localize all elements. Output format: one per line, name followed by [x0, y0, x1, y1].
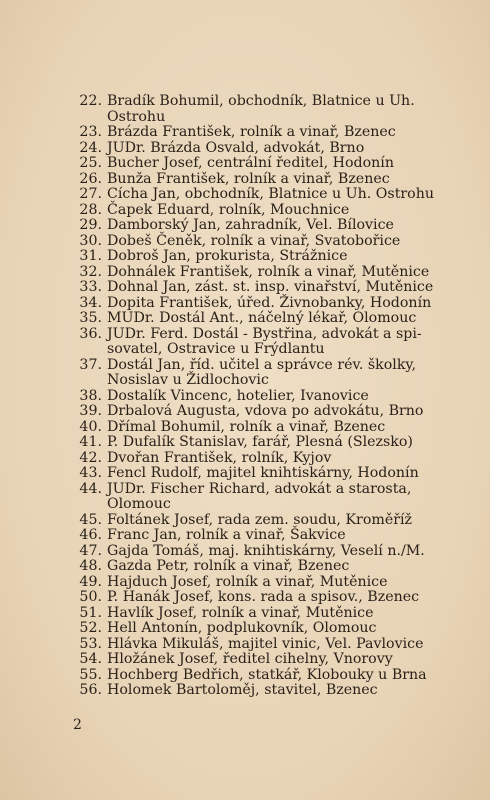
- list-item: [72, 513, 472, 529]
- list-item: [72, 559, 472, 575]
- entry-text: Fencl Rudolf, majitel knihtiskárny, Hodonín: [107, 465, 419, 481]
- member-list: [72, 94, 472, 699]
- entry-text: Hell Antonín, podplukovník, Olomouc: [107, 620, 377, 636]
- entry-text: P. Hanák Josef, kons. rada a spisov., Bzenec: [107, 589, 420, 605]
- entry-text: Dohnálek František, rolník a vinař, Mutěnice: [107, 263, 430, 280]
- list-item: [72, 172, 472, 188]
- entry-text: Hlávka Mikuláš, majitel vinic, Vel. Pavlovice: [107, 635, 424, 652]
- entry-number: 53.: [79, 635, 102, 652]
- entry-number: 52.: [79, 620, 102, 636]
- entry-continuation: Ostrohu: [107, 108, 166, 125]
- list-item: [72, 575, 472, 591]
- list-item: [72, 265, 472, 281]
- list-item: [72, 125, 472, 141]
- entry-text: JUDr. Fischer Richard, advokát a starosta,: [107, 480, 412, 497]
- entry-text: Gajda Tomáš, maj. knihtiskárny, Veselí n./M.: [107, 542, 425, 559]
- list-item: [72, 528, 472, 544]
- list-item: [72, 249, 472, 265]
- entry-text: Dobeš Čeněk, rolník a vinař, Svatobořice: [107, 232, 401, 249]
- entry-text: Drbalová Augusta, vdova po advokátu, Brno: [107, 403, 424, 419]
- list-item: [72, 435, 472, 451]
- list-item: [72, 280, 472, 296]
- entry-number: 44.: [79, 480, 102, 497]
- entry-text: Hložánek Josef, ředitel cihelny, Vnorovy: [107, 651, 393, 667]
- entry-text: Damborský Jan, zahradník, Vel. Bílovice: [107, 217, 394, 233]
- entry-number: 45.: [79, 511, 102, 528]
- list-item: [72, 404, 472, 420]
- entry-number: 26.: [79, 170, 102, 187]
- entry-text: JUDr. Brázda Osvald, advokát, Brno: [107, 139, 365, 156]
- entry-text: Hajduch Josef, rolník a vinař, Mutěnice: [107, 573, 388, 590]
- entry-text: P. Dufalík Stanislav, farář, Plesná (Slezsko): [107, 434, 413, 450]
- entry-text: Cícha Jan, obchodník, Blatnice u Uh. Ostrohu: [107, 186, 434, 202]
- entry-number: 41.: [79, 434, 102, 450]
- entry-number: 47.: [79, 542, 102, 559]
- entry-number: 33.: [79, 279, 102, 295]
- list-item: [72, 141, 472, 157]
- list-item: [72, 327, 472, 343]
- list-item: [72, 389, 472, 405]
- entry-number: 29.: [79, 217, 102, 233]
- entry-text: Havlík Josef, rolník a vinař, Mutěnice: [107, 604, 374, 621]
- list-item: [72, 606, 472, 622]
- entry-number: 34.: [79, 294, 102, 311]
- list-item: [72, 637, 472, 653]
- entry-number: 35.: [79, 310, 102, 326]
- entry-text: Dostalík Vincenc, hotelier, Ivanovice: [107, 387, 369, 404]
- entry-text: Bradík Bohumil, obchodník, Blatnice u Uh.: [107, 93, 415, 109]
- list-item: [72, 544, 472, 560]
- list-item: [72, 420, 472, 436]
- entry-text: JUDr. Ferd. Dostál - Bystřina, advokát a spi-: [107, 325, 422, 342]
- list-item: [72, 94, 472, 110]
- entry-text: Dvořan František, rolník, Kyjov: [107, 449, 332, 466]
- entry-number: 40.: [79, 418, 102, 435]
- entry-number: 46.: [79, 527, 102, 543]
- entry-number: 49.: [79, 573, 102, 590]
- entry-text: Brázda František, rolník a vinař, Bzenec: [107, 124, 396, 140]
- entry-continuation: sovatel, Ostravice u Frýdlantu: [107, 341, 325, 357]
- entry-number: 28.: [79, 201, 102, 218]
- entry-number: 42.: [79, 449, 102, 466]
- entry-text: Dřímal Bohumil, rolník a vinař, Bzenec: [107, 418, 386, 435]
- list-item: [72, 358, 472, 374]
- entry-number: 38.: [79, 387, 102, 404]
- entry-continuation: Nosislav u Židlochovic: [107, 372, 269, 388]
- entry-continuation: Olomouc: [107, 496, 171, 512]
- entry-number: 25.: [79, 155, 102, 171]
- entry-text: Dohnal Jan, zást. st. insp. vinařství, Mutěnice: [107, 279, 434, 295]
- entry-text: Holomek Bartoloměj, stavitel, Bzenec: [107, 682, 378, 698]
- page-number: 2: [73, 717, 82, 733]
- entry-number: 54.: [79, 651, 102, 667]
- list-item: [72, 590, 472, 606]
- entry-text: Franc Jan, rolník a vinař, Šakvice: [107, 527, 346, 543]
- entry-number: 56.: [79, 682, 102, 698]
- entry-number: 32.: [79, 263, 102, 280]
- entry-number: 24.: [79, 139, 102, 156]
- list-item: [72, 621, 472, 637]
- list-item: [72, 296, 472, 312]
- list-item: [72, 156, 472, 172]
- entry-number: 23.: [79, 124, 102, 140]
- list-item: [72, 203, 472, 219]
- entry-number: 31.: [79, 248, 102, 264]
- entry-number: 48.: [79, 558, 102, 574]
- entry-number: 22.: [79, 93, 102, 109]
- entry-number: 50.: [79, 589, 102, 605]
- entry-text: Dostál Jan, říd. učitel a správce rév. školky,: [107, 356, 417, 373]
- entry-number: 39.: [79, 403, 102, 419]
- list-item: [72, 451, 472, 467]
- list-item: [72, 668, 472, 684]
- list-item: [72, 187, 472, 203]
- list-item: [72, 652, 472, 668]
- entry-text: Čapek Eduard, rolník, Mouchnice: [107, 201, 350, 218]
- entry-text: Gazda Petr, rolník a vinař, Bzenec: [107, 558, 350, 574]
- list-item: [72, 218, 472, 234]
- list-item: [72, 311, 472, 327]
- entry-text: Hochberg Bedřich, statkář, Klobouky u Brna: [107, 666, 427, 683]
- entry-number: 51.: [79, 604, 102, 621]
- entry-number: 55.: [79, 666, 102, 683]
- entry-text: Bunža František, rolník a vinař, Bzenec: [107, 170, 390, 187]
- entry-text: MUDr. Dostál Ant., náčelný lékař, Olomouc: [107, 310, 417, 326]
- list-item: [72, 683, 472, 699]
- entry-number: 27.: [79, 186, 102, 202]
- entry-text: Dopita František, úřed. Živnobanky, Hodonín: [107, 294, 432, 311]
- list-item: [72, 466, 472, 482]
- entry-text: Bucher Josef, centrální ředitel, Hodonín: [107, 155, 394, 171]
- entry-number: 37.: [79, 356, 102, 373]
- entry-number: 43.: [79, 465, 102, 481]
- entry-text: Foltánek Josef, rada zem. soudu, Kroměříž: [107, 511, 413, 528]
- list-item: [72, 234, 472, 250]
- list-item: [72, 482, 472, 498]
- entry-number: 36.: [79, 325, 102, 342]
- entry-number: 30.: [79, 232, 102, 249]
- entry-text: Dobroš Jan, prokurista, Strážnice: [107, 248, 348, 264]
